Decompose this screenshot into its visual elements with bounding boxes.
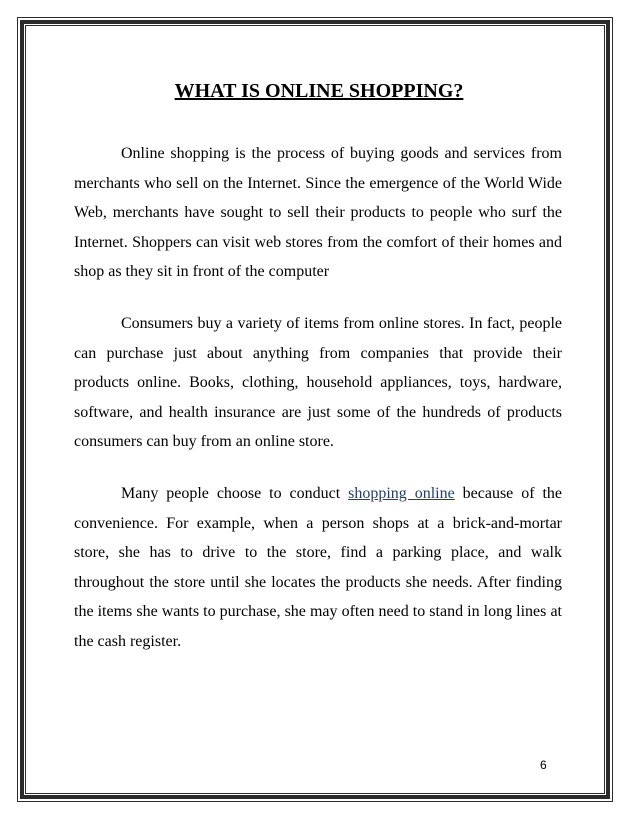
- shopping-online-link[interactable]: shopping online: [348, 485, 455, 502]
- paragraph-definition: Online shopping is the process of buying goods and services from merchants who sell on the Internet. Since the emergence of the World Wide Web, merchants have sought to sell their products to people who surf the Internet. Shoppers can visit web stores from the comfort of their homes and shop as they sit in front of the computer: [74, 145, 562, 280]
- paragraph-convenience: [74, 479, 562, 656]
- page-title: WHAT IS ONLINE SHOPPING?: [174, 80, 464, 102]
- paragraph-text-after-link: because of the convenience. For example, when a person shops at a brick-and-mortar store, she has to drive to the store, find a parking place, and walk throughout the store until she locates the products she needs. After finding the items she wants to purchase, she may often need to stand in long lines at the cash register.: [74, 485, 562, 650]
- paragraph-items: Consumers buy a variety of items from online stores. In fact, people can purchase just about anything from companies that provide their products online. Books, clothing, household appliances, toys, hardware, software, and health insurance are just some of the hundreds of products consumers can buy from an online store.: [74, 315, 562, 450]
- page-number: 6: [540, 758, 547, 772]
- paragraph-text-before-link: Many people choose to conduct: [121, 485, 349, 502]
